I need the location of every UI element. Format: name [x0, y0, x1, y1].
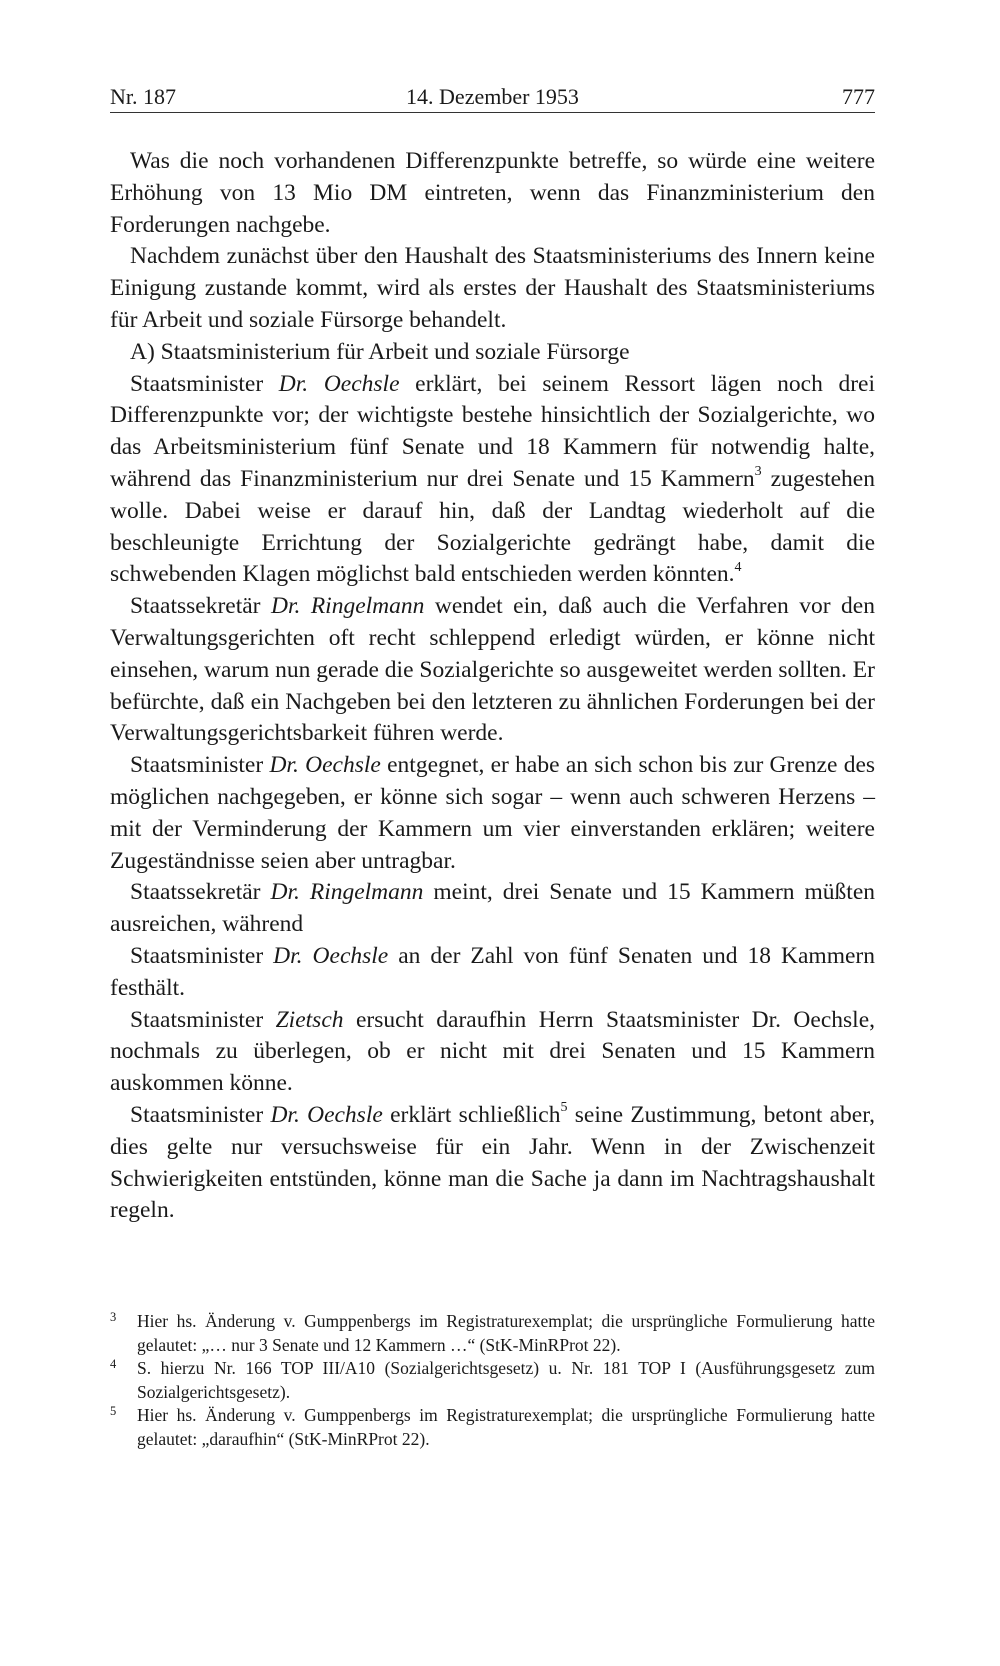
paragraph	[110, 369, 875, 592]
paragraph	[110, 241, 875, 336]
page-number: 777	[842, 84, 875, 109]
paragraph	[110, 146, 875, 241]
speaker-name: Dr. Ringelmann	[270, 593, 425, 620]
footnote-ref[interactable]: 5	[560, 1100, 568, 1116]
footnote-ref[interactable]: 3	[754, 464, 762, 480]
speaker-title: Staatssekretär	[130, 879, 271, 906]
speaker-title: Staatsminister	[130, 942, 274, 969]
speaker-name: Dr. Oechsle	[278, 370, 400, 397]
footnote-text: S. hierzu Nr. 166 TOP III/A10 (Sozialgerichtsgesetz) u. Nr. 181 TOP I (Ausführungsgesetz zum Sozialgerichtsgesetz).	[137, 1358, 875, 1402]
footnote	[110, 1310, 875, 1357]
paragraph-text: erklärt schließlich	[382, 1101, 561, 1128]
paragraph-text: ersucht daraufhin Herrn Staatsminister Dr. Oechsle, nochmals zu überlegen, ob er nicht mit drei Senaten und 15 Kammern auskommen könne.	[110, 1006, 875, 1097]
paragraph	[110, 877, 875, 941]
paragraph-text: an der Zahl von fünf Senaten und 18 Kammern festhält.	[110, 942, 875, 1001]
paragraph-text: entgegnet, er habe an sich schon bis zur Grenze des möglichen nachgegeben, er könne sich sogar – wenn auch schweren Herzens – mit der Verminderung der Kammern um vier einverstanden erklären; weitere Zugeständnisse seien aber untragbar.	[110, 752, 876, 874]
speaker-name: Dr. Oechsle	[273, 942, 389, 969]
paragraph-text: Was die noch vorhandenen Differenzpunkte betreffe, so würde eine weitere Erhöhung von 13 Mio DM eintreten, wenn das Finanzministerium den Forderungen nachgebe.	[110, 148, 875, 238]
speaker-title: Staatsminister	[130, 752, 270, 779]
footnote	[110, 1404, 875, 1451]
speaker-title: Staatssekretär	[130, 593, 271, 620]
footnote-text: Hier hs. Änderung v. Gumppenbergs im Registraturexemplat; die ursprüngliche Formulierung hatte gelautet: „… nur 3 Senate und 12 Kammern …“ (StK-MinRProt 22).	[137, 1311, 875, 1355]
section-heading	[110, 337, 875, 369]
speaker-title: Staatsminister	[130, 1006, 276, 1033]
speaker-title: Staatsminister	[130, 370, 279, 397]
footnote-number: 4	[110, 1357, 117, 1371]
running-header	[110, 82, 875, 113]
footnote-number: 5	[110, 1404, 117, 1418]
paragraph-text: wendet ein, daß auch die Verfahren vor den Verwaltungsgerichten oft recht schleppend erledigt würden, er könne nicht einsehen, warum nun gerade die Sozialgerichte so ausgeweitet werden sollten. Er befürchte, daß ein Nachgeben bei den letzteren zu ähnlichen Forderungen bei der Verwaltungsgerichtsbarkeit führen werde.	[110, 593, 875, 747]
speaker-name: Dr. Oechsle	[270, 1101, 383, 1128]
paragraph	[110, 1100, 875, 1227]
paragraph	[110, 750, 875, 877]
speaker-name: Dr. Oechsle	[269, 752, 381, 779]
paragraph	[110, 941, 875, 1005]
footnote-number: 3	[110, 1310, 117, 1324]
speaker-name: Dr. Ringelmann	[270, 879, 424, 906]
paragraph-text: seine Zustimmung, betont aber, dies gelte nur versuchsweise für ein Jahr. Wenn in der Zwischenzeit Schwierigkeiten entstünden, könne man die Sache ja dann im Nachtragshaushalt regeln.	[110, 1101, 875, 1224]
main-text	[110, 146, 875, 1227]
paragraph-text: Nachdem zunächst über den Haushalt des Staatsministeriums des Innern keine Einigung zustande kommt, wird als erstes der Haushalt des Staatsministeriums für Arbeit und soziale Fürsorge behandelt.	[110, 243, 875, 333]
section-heading-text: A) Staatsministerium für Arbeit und soziale Fürsorge	[130, 338, 630, 365]
header-date: 14. Dezember 1953	[406, 84, 579, 109]
document-number: Nr. 187	[110, 84, 176, 109]
footnotes	[110, 1310, 875, 1451]
paragraph	[110, 1005, 875, 1100]
footnote	[110, 1357, 875, 1404]
speaker-name: Zietsch	[275, 1006, 344, 1033]
speaker-title: Staatsminister	[130, 1101, 271, 1128]
footnote-ref[interactable]: 4	[734, 559, 742, 575]
paragraph-text: erklärt, bei seinem Ressort lägen noch drei Differenzpunkte vor; der wichtigste bestehe hinsichtlich der Sozialgerichte, wo das Arbeitsministerium fünf Senate und 18 Kammern für notwendig halte, während das Finanzministerium nur drei Senate und 15 Kammern	[110, 370, 876, 492]
paragraph-text: meint, drei Senate und 15 Kammern müßten ausreichen, während	[110, 879, 875, 938]
footnote-text: Hier hs. Änderung v. Gumppenbergs im Registraturexemplat; die ursprüngliche Formulierung hatte gelautet: „daraufhin“ (StK-MinRProt 22).	[137, 1405, 875, 1449]
paragraph	[110, 591, 875, 750]
paragraph-text: zugestehen wolle. Dabei weise er darauf hin, daß der Landtag wiederholt auf die beschleunigte Errichtung der Sozialgerichte gedrängt habe, damit die schwebenden Klagen möglichst bald entschieden werden könnten.	[110, 465, 875, 588]
